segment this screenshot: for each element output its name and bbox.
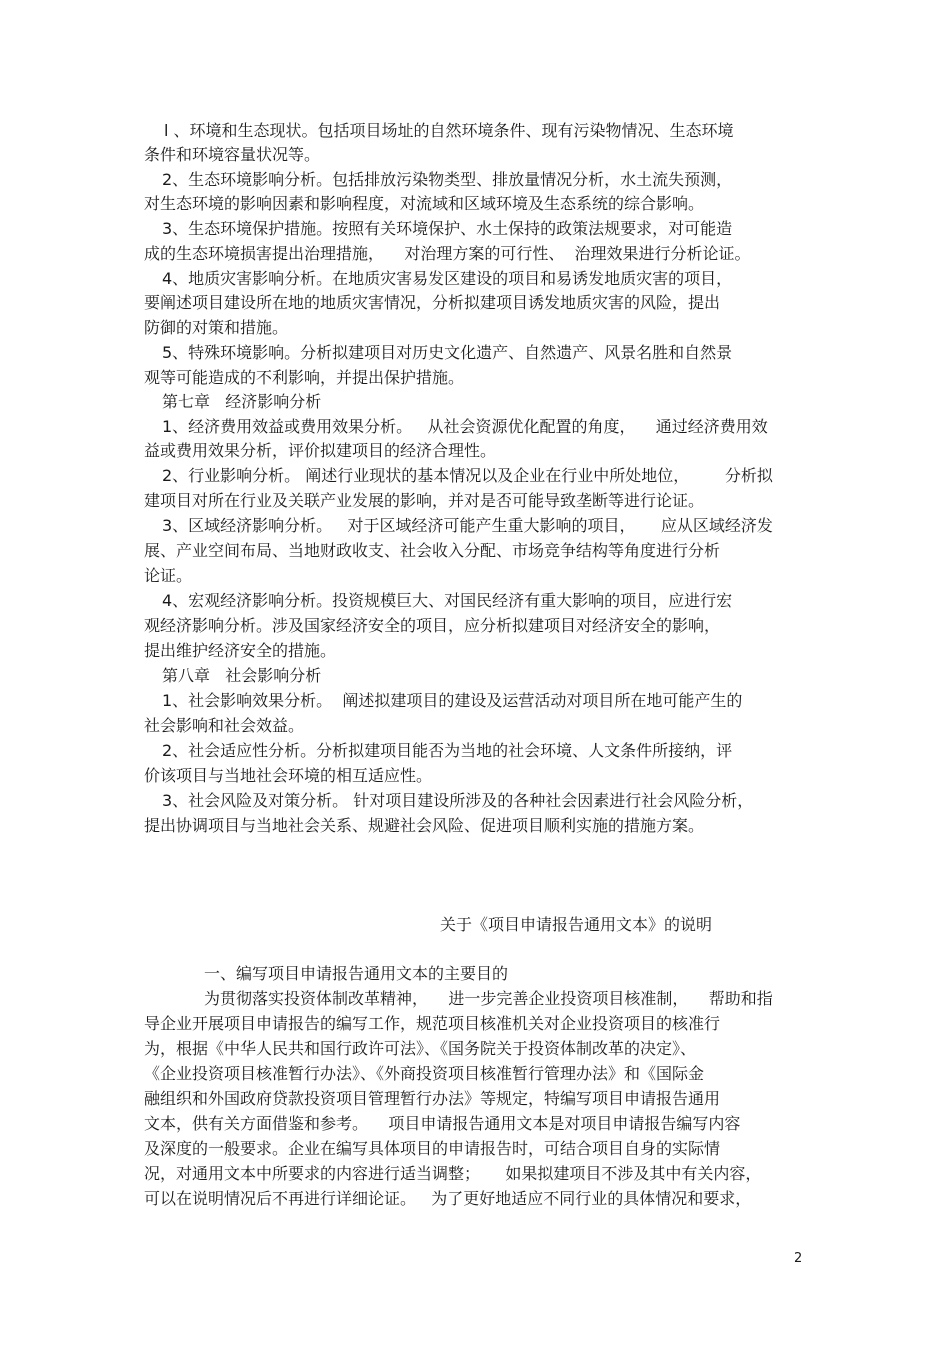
text-line: 融组织和外国政府贷款投资项目管理暂行办法》等规定，特编写项目申请报告通用 — [144, 1089, 721, 1108]
text-line: 3、生态环境保护措施。按照有关环境保护、水土保持的政策法规要求，对可能造 — [162, 219, 733, 238]
text-line: 为，根据《中华人民共和国行政许可法》、《国务院关于投资体制改革的决定》、 — [144, 1039, 697, 1058]
text-line: 价该项目与当地社会环境的相互适应性。 — [144, 766, 433, 785]
text-line: 观等可能造成的不利影响，并提出保护措施。 — [144, 368, 465, 387]
text-line: 3、社会风险及对策分析。 针对项目建设所涉及的各种社会因素进行社会风险分析， — [162, 791, 754, 810]
text-line: 为贯彻落实投资体制改革精神， 进一步完善企业投资项目核准制， 帮助和指 — [204, 989, 773, 1008]
text-line: 2、生态环境影响分析。包括排放污染物类型、排放量情况分析，水土流失预测， — [162, 170, 733, 189]
notes-subtitle: 一、编写项目申请报告通用文本的主要目的 — [204, 964, 509, 983]
text-line: 及深度的一般要求。企业在编写具体项目的申请报告时，可结合项目自身的实际情 — [144, 1139, 721, 1158]
text-line: 展、产业空间布局、当地财政收支、社会收入分配、市场竞争结构等角度进行分析 — [144, 541, 721, 560]
text-line: 导企业开展项目申请报告的编写工作，规范项目核准机关对企业投资项目的核准行 — [144, 1014, 721, 1033]
text-line: 文本，供有关方面借鉴和参考。 项目申请报告通用文本是对项目申请报告编写内容 — [144, 1114, 741, 1133]
text-line: 可以在说明情况后不再进行详细论证。 为了更好地适应不同行业的具体情况和要求， — [144, 1189, 752, 1208]
text-line: 防御的对策和措施。 — [144, 318, 289, 337]
text-line: 1、经济费用效益或费用效果分析。 从社会资源优化配置的角度， 通过经济费用效 — [162, 417, 768, 436]
text-line: 建项目对所在行业及关联产业发展的影响，并对是否可能导致垄断等进行论证。 — [144, 491, 705, 510]
notes-title: 关于《项目申请报告通用文本》的说明 — [440, 915, 713, 934]
chapter-title: 第七章 经济影响分析 — [162, 392, 322, 411]
text-line: 要阐述项目建设所在地的地质灾害情况，分析拟建项目诱发地质灾害的风险，提出 — [144, 293, 721, 312]
text-line: 1、社会影响效果分析。 阐述拟建项目的建设及运营活动对项目所在地可能产生的 — [162, 691, 743, 710]
text-line: l 、环境和生态现状。包括项目场址的自然环境条件、现有污染物情况、生态环境 — [164, 121, 734, 140]
text-line: 4、地质灾害影响分析。在地质灾害易发区建设的项目和易诱发地质灾害的项目， — [162, 269, 733, 288]
text-line: 4、宏观经济影响分析。投资规模巨大、对国民经济有重大影响的项目，应进行宏 — [162, 591, 733, 610]
text-line: 《企业投资项目核准暂行办法》、《外商投资项目核准暂行管理办法》和《国际金 — [144, 1064, 705, 1083]
text-line: 益或费用效果分析，评价拟建项目的经济合理性。 — [144, 441, 497, 460]
text-line: 5、特殊环境影响。分析拟建项目对历史文化遗产、自然遗产、风景名胜和自然景 — [162, 343, 733, 362]
chapter-title: 第八章 社会影响分析 — [162, 666, 322, 685]
text-line: 成的生态环境损害提出治理措施， 对治理方案的可行性、 治理效果进行分析论证。 — [144, 244, 751, 263]
text-line: 提出协调项目与当地社会关系、规避社会风险、促进项目顺利实施的措施方案。 — [144, 816, 705, 835]
text-line: 对生态环境的影响因素和影响程度，对流域和区域环境及生态系统的综合影响。 — [144, 194, 705, 213]
text-line: 社会影响和社会效益。 — [144, 716, 305, 735]
text-line: 况，对通用文本中所要求的内容进行适当调整； 如果拟建项目不涉及其中有关内容， — [144, 1164, 762, 1183]
text-line: 论证。 — [144, 566, 193, 585]
text-line: 2、社会适应性分析。分析拟建项目能否为当地的社会环境、人文条件所接纳，评 — [162, 741, 733, 760]
text-line: 2、行业影响分析。 阐述行业现状的基本情况以及企业在行业中所处地位， 分析拟 — [162, 466, 773, 485]
text-line: 条件和环境容量状况等。 — [144, 145, 321, 164]
text-line: 3、区域经济影响分析。 对于区域经济可能产生重大影响的项目， 应从区域经济发 — [162, 516, 773, 535]
page-number: 2 — [794, 1251, 803, 1266]
text-line: 观经济影响分析。涉及国家经济安全的项目，应分析拟建项目对经济安全的影响， — [144, 616, 721, 635]
text-line: 提出维护经济安全的措施。 — [144, 641, 337, 660]
